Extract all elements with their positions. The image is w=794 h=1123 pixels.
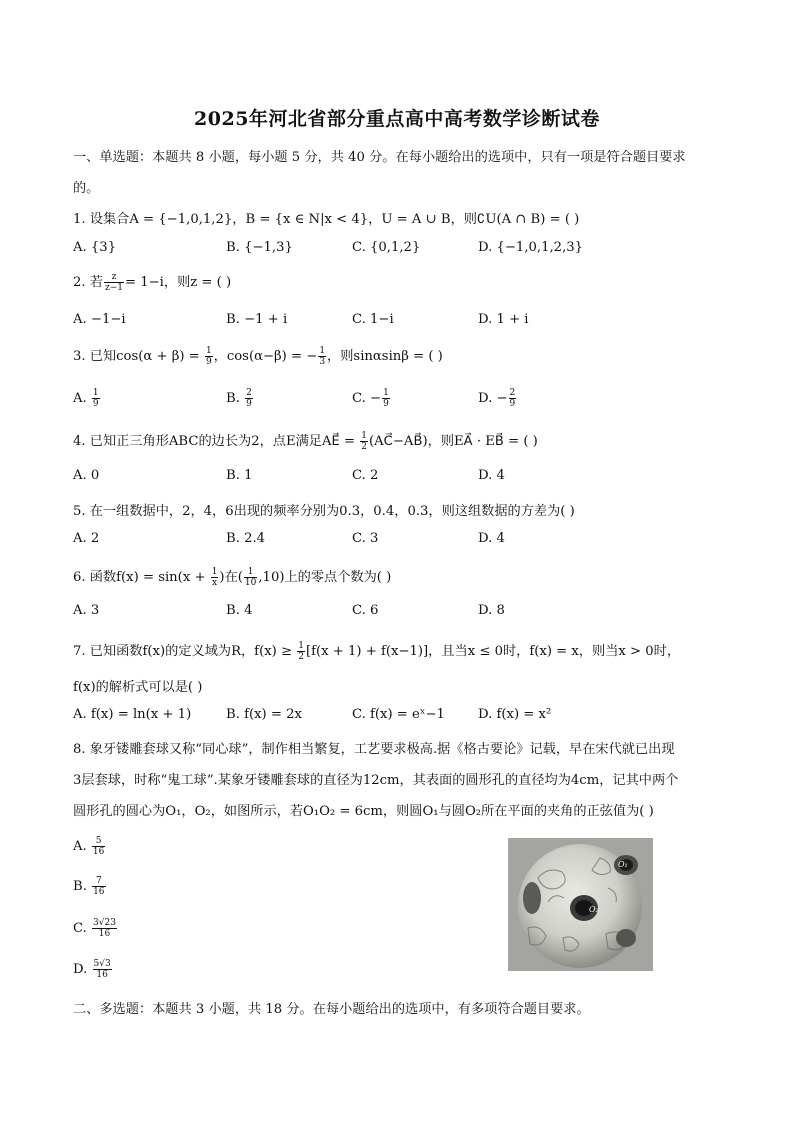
q7-option-d[interactable]: D. f(x) = x² [478,707,552,722]
q3-stem-post: ，则sinαsinβ = ( ) [327,349,443,364]
q2-stem [73,271,231,293]
q8-option-b[interactable] [73,876,107,897]
q5-stem: 5. 在一组数据中，2，4，6出现的频率分别为0.3，0.4，0.3，则这组数据的方差为( ) [73,504,575,519]
q2-frac-den: z−1 [104,283,123,293]
q8-stem-1: 8. 象牙镂雕套球又称“同心球”，制作相当繁复，工艺要求极高.据《格古要论》记载，早在宋代就已出现 [73,742,675,757]
section1-heading-cont: 的。 [73,181,100,196]
q8-a-num: 5 [92,836,105,847]
q1-option-c[interactable]: C. {0,1,2} [352,240,421,255]
q3-b-num: 2 [246,388,252,398]
q4-option-d[interactable]: D. 4 [478,468,505,483]
q8-c-fraction [92,918,117,939]
q2-option-b[interactable]: B. −1 + i [226,312,288,327]
q4-frac-num: 1 [361,431,367,441]
q6-frac1-num: 1 [211,567,218,577]
q1-option-b[interactable]: B. {−1,3} [226,240,293,255]
q8-b-den: 16 [93,887,105,897]
q3-fraction-2 [318,346,326,367]
q8-option-d[interactable] [73,959,113,980]
q8-b-fraction [92,876,105,897]
q7-option-a[interactable]: A. f(x) = ln(x + 1) [73,707,192,722]
q3-frac2-den: 3 [319,357,326,367]
q1-option-a[interactable]: A. {3} [73,240,117,255]
q2-option-d[interactable]: D. 1 + i [478,312,529,327]
q8-d-fraction [93,959,112,980]
q3-d-num: 2 [509,388,516,398]
q3-fraction-1 [205,346,213,367]
q6-option-a[interactable]: A. 3 [73,603,100,618]
q5-option-d[interactable]: D. 4 [478,531,505,546]
ivory-ball-photo [508,838,653,971]
q3-stem [73,345,443,367]
q5-option-a[interactable]: A. 2 [73,531,100,546]
q8-b-label: B. [73,879,92,894]
q3-b-den: 9 [246,399,252,409]
q3-d-den: 9 [509,399,516,409]
q3-frac1-num: 1 [205,346,212,356]
q1-stem: 1. 设集合A = {−1,0,1,2}，B = {x ∈ N|x < 4}，U = A ∪ B，则∁U(A ∩ B) = ( ) [73,212,580,227]
q8-a-den: 16 [92,847,105,857]
q2-option-c[interactable]: C. 1−i [352,312,394,327]
q3-option-a[interactable] [73,388,101,409]
q4-fraction [360,431,368,452]
q8-c-den: 16 [98,929,111,939]
q3-a-den: 9 [92,399,99,409]
q2-frac-num: z [104,272,124,283]
q6-fraction-1 [211,567,219,588]
q7-option-b[interactable]: B. f(x) = 2x [226,707,302,722]
q8-a-label: A. [73,839,91,854]
q4-stem-pre: 4. 已知正三角形ABC的边长为2，点E满足AE⃗ = [73,434,360,449]
q3-option-c[interactable] [352,388,391,409]
q7-stem-cont: f(x)的解析式可以是( ) [73,680,203,695]
q7-stem-pre: 7. 已知函数f(x)的定义域为R，f(x) ≥ [73,644,297,659]
q8-c-num: 3√23 [93,918,116,928]
q6-option-d[interactable]: D. 8 [478,603,505,618]
q3-option-d[interactable] [478,388,517,409]
bottom-right-hole [616,929,636,947]
q7-option-c[interactable]: C. f(x) = eˣ−1 [352,707,445,722]
q4-option-c[interactable]: C. 2 [352,468,379,483]
q8-d-den: 16 [96,970,108,980]
q3-a-num: 1 [92,388,99,398]
q3-stem-mid: ，cos(α−β) = − [213,349,318,364]
q3-stem-pre: 3. 已知cos(α + β) = [73,349,204,364]
q8-option-c[interactable] [73,918,118,939]
q3-c-num: 1 [383,388,389,398]
q8-a-fraction [92,836,105,857]
q8-option-a[interactable] [73,836,106,857]
photo-label-o2: O₂ [589,905,599,914]
q6-option-b[interactable]: B. 4 [226,603,253,618]
q7-frac-num: 1 [298,641,304,651]
q4-frac-den: 2 [361,442,367,452]
left-hole [523,882,541,914]
page-title: 2025年河北省部分重点高中高考数学诊断试卷 [194,108,600,130]
q3-a-fraction [92,388,100,409]
q6-fraction-2 [244,567,257,588]
q8-d-num: 5√3 [93,959,111,969]
q2-stem-pre: 2. 若 [73,275,103,290]
section2-heading: 二、多选题：本题共 3 小题，共 18 分。在每小题给出的选项中，有多项符合题目要求。 [73,1002,590,1017]
section1-heading: 一、单选题：本题共 8 小题，每小题 5 分，共 40 分。在每小题给出的选项中，只有一项是符合题目要求 [73,150,686,165]
photo-label-o1: O₁ [618,860,628,869]
q6-stem [73,566,391,588]
q3-a-label: A. [73,391,91,406]
q3-d-label: D. − [478,391,508,406]
q7-stem-post: [f(x + 1) + f(x−1)]，且当x ≤ 0时，f(x) = x，则当x > 0时， [305,644,681,659]
q6-frac2-num: 1 [244,567,257,578]
q3-d-fraction [509,388,517,409]
q6-frac2-den: 10 [244,578,257,588]
q8-b-num: 7 [92,876,105,887]
q1-option-d[interactable]: D. {−1,0,1,2,3} [478,240,584,255]
q3-c-fraction [382,388,390,409]
q2-option-a[interactable]: A. −1−i [73,312,126,327]
q3-b-fraction [245,388,253,409]
q3-frac1-den: 9 [205,357,212,367]
q8-d-label: D. [73,962,92,977]
q2-stem-post: = 1−i，则z = ( ) [124,275,232,290]
q4-option-b[interactable]: B. 1 [226,468,253,483]
q5-option-c[interactable]: C. 3 [352,531,379,546]
q2-fraction [104,272,124,293]
q3-b-label: B. [226,391,245,406]
q6-frac1-den: x [212,578,218,588]
q6-stem-post: ,10)上的零点个数为( ) [258,570,392,585]
q8-stem-3: 圆形孔的圆心为O₁，O₂，如图所示，若O₁O₂ = 6cm，则圆O₁与圆O₂所在平面的夹角的正弦值为( ) [73,804,654,819]
q8-stem-2: 3层套球，时称“鬼工球”.某象牙镂雕套球的直径为12cm，其表面的圆形孔的直径均为4cm，记其中两个 [73,773,679,788]
q6-stem-pre: 6. 函数f(x) = sin(x + [73,570,210,585]
q3-frac2-num: 1 [319,346,326,356]
ivory-ball-image [508,838,653,971]
q3-c-label: C. − [352,391,382,406]
q4-option-a[interactable]: A. 0 [73,468,100,483]
q4-stem-post: (AC⃗−AB⃗)，则EA⃗ · EB⃗ = ( ) [369,434,538,449]
q5-option-b[interactable]: B. 2.4 [226,531,266,546]
q7-stem [73,640,680,662]
q3-option-b[interactable] [226,388,254,409]
q6-stem-mid: )在( [219,570,243,585]
q6-option-c[interactable]: C. 6 [352,603,379,618]
q7-fraction [297,641,305,662]
q4-stem [73,430,538,452]
q7-frac-den: 2 [298,652,304,662]
q8-c-label: C. [73,921,92,936]
q3-c-den: 9 [383,399,389,409]
